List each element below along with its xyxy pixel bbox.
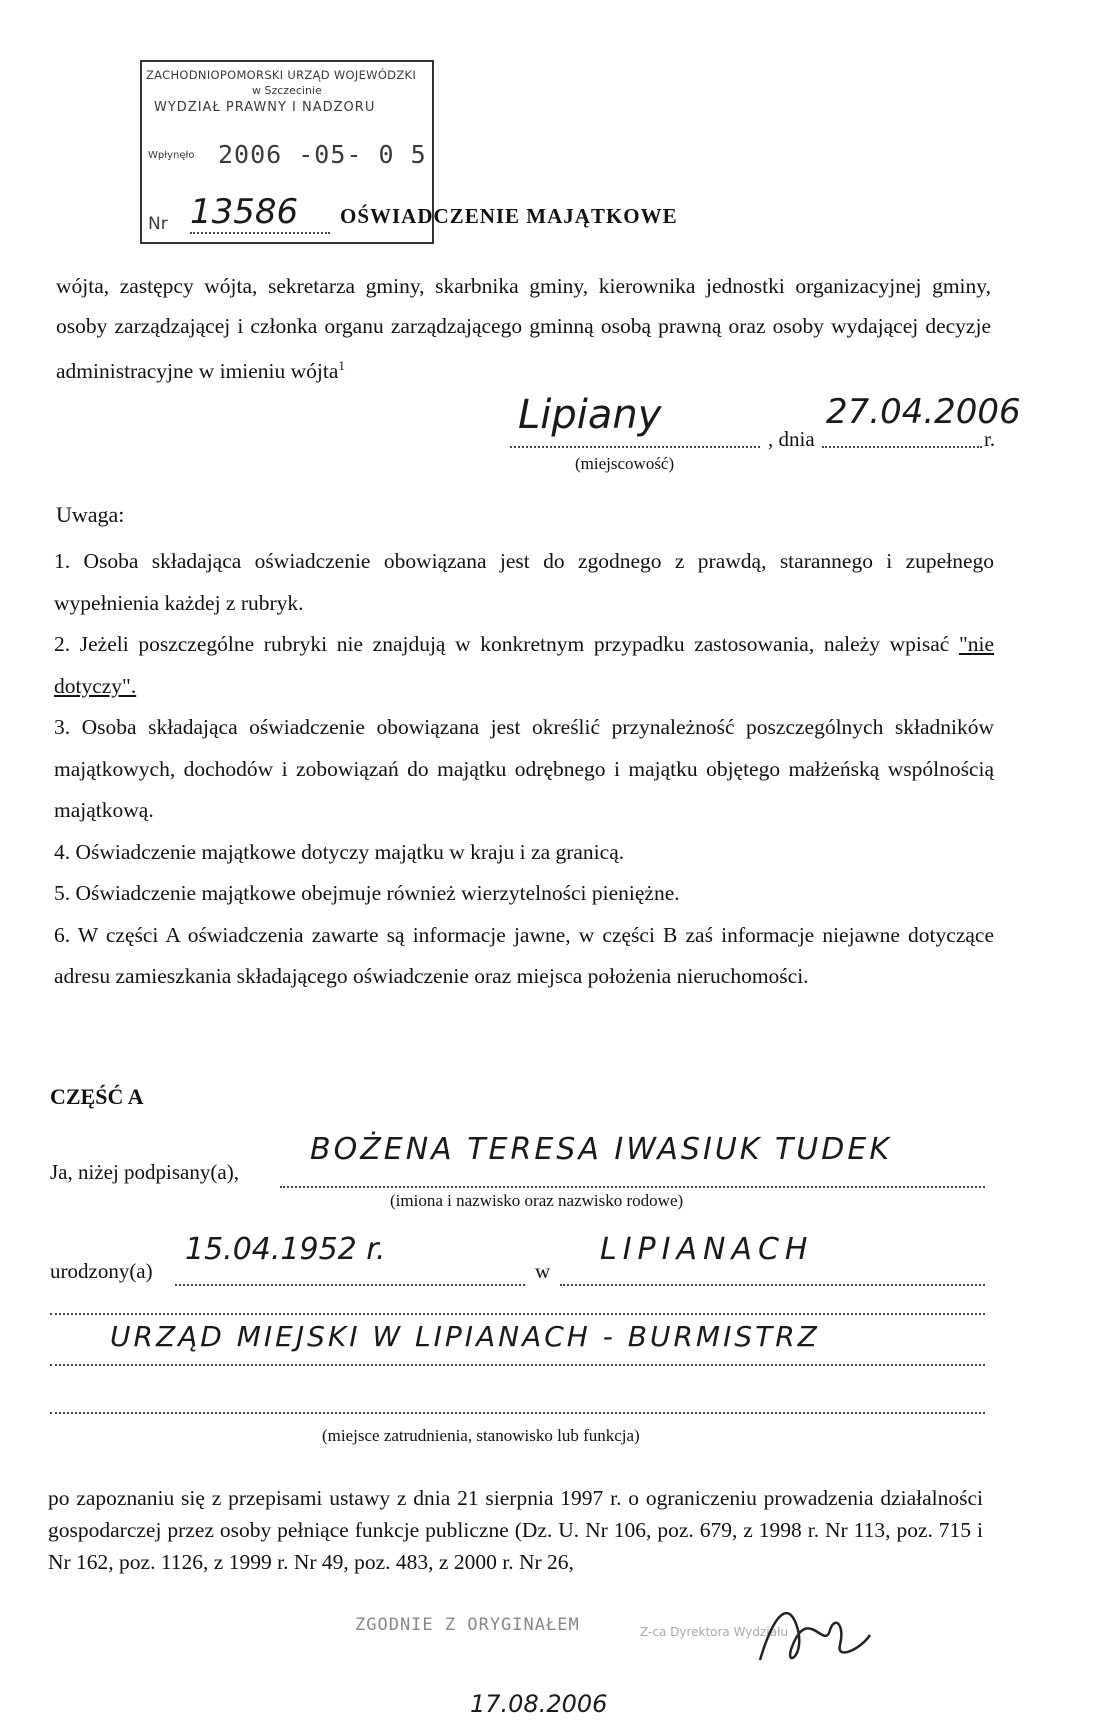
place-value: Lipiany	[518, 392, 662, 438]
official-signature	[750, 1590, 880, 1680]
list-item: 1. Osoba składająca oświadczenie obowiązana jest do zgodnego z prawdą, starannego i zupełnego wypełnienia każdej z rubryk.	[54, 549, 994, 615]
date-value: 27.04.2006	[826, 392, 1021, 432]
stamp-city: w Szczecinie	[252, 84, 322, 97]
birthplace-value: LIPIANACH	[600, 1232, 814, 1267]
name-label: Ja, niżej podpisany(a),	[50, 1160, 239, 1184]
date-label: , dnia	[768, 427, 815, 451]
intro-body: wójta, zastępcy wójta, sekretarza gminy, skarbnika gminy, kierownika jednostki organizacyjnej gminy, osoby zarządzającej i członka organu zarządzającego gminną osobą prawną oraz osoby wydającej decyzje administracyjne w imieniu wójta	[56, 274, 991, 384]
stamp-office: ZACHODNIOPOMORSKI URZĄD WOJEWÓDZKI	[146, 68, 417, 82]
list-item: 6. W części A oświadczenia zawarte są informacje jawne, w części B zaś informacje niejawne dotyczące adresu zamieszkania składającego oświadczenie oraz miejsca położenia nieruchomości.	[54, 922, 994, 988]
part-a-heading: CZĘŚĆ A	[50, 1084, 144, 1109]
born-value: 15.04.1952 r.	[185, 1232, 386, 1267]
employment-value: URZĄD MIEJSKI W LIPIANACH - BURMISTRZ	[110, 1320, 820, 1353]
list-item: 5. Oświadczenie majątkowe obejmuje również wierzytelności pieniężne.	[54, 881, 680, 905]
employment-field-line-3[interactable]	[50, 1394, 985, 1414]
name-caption: (imiona i nazwisko oraz nazwisko rodowe)	[390, 1191, 684, 1210]
born-label: urodzony(a)	[50, 1259, 153, 1283]
in-label: w	[535, 1259, 551, 1283]
nie-dotyczy-quote: "nie dotyczy".	[54, 632, 995, 698]
certification-date: 17.08.2006	[470, 1690, 608, 1718]
law-text: po zapoznaniu się z przepisami ustawy z dnia 21 sierpnia 1997 r. o ograniczeniu prowadzenia działalności gospodarczej przez osoby pełniące funkcje publiczne (Dz. U. Nr 106, poz. 679, z 1998 r. Nr 113, poz. 715 i Nr 162, poz. 1126, z 1999 r. Nr 49, poz. 483, z 2000 r. Nr 26,	[48, 1486, 983, 1574]
uwaga-heading: Uwaga:	[56, 502, 125, 527]
list-item-text: 2. Jeżeli poszczególne rubryki nie znajdują w konkretnym przypadku zastosowania, należy wpisać	[54, 632, 950, 656]
stamp-department: WYDZIAŁ PRAWNY I NADZORU	[154, 100, 376, 115]
official-stamp-text: Z-ca Dyrektora Wydziału	[640, 1625, 788, 1639]
certified-stamp: ZGODNIE Z ORYGINAŁEM	[355, 1615, 580, 1635]
employment-field-line-1[interactable]	[50, 1295, 985, 1315]
stamp-received-label: Wpłynęło	[148, 150, 195, 161]
date-suffix: r.	[984, 427, 996, 451]
name-value: BOŻENA TERESA IWASIUK TUDEK	[310, 1132, 892, 1167]
list-item	[54, 624, 994, 707]
stamp-nr-label: Nr	[148, 214, 168, 234]
list-item: 4. Oświadczenie majątkowe dotyczy majątku w kraju i za granicą.	[54, 839, 625, 864]
employment-caption: (miejsce zatrudnienia, stanowisko lub funkcja)	[322, 1426, 640, 1445]
uwaga-list	[54, 541, 994, 998]
place-caption: (miejscowość)	[575, 454, 675, 473]
stamp-nr-value: 13586	[190, 192, 330, 234]
intro-text	[56, 266, 991, 391]
footnote-mark: 1	[338, 358, 345, 373]
stamp-date: 2006 -05- 0 5	[218, 140, 427, 169]
list-item: 3. Osoba składająca oświadczenie obowiązana jest określić przynależność poszczególnych składników majątkowych, dochodów i zobowiązań do majątku odrębnego i majątku objętego małżeńską wspólnością majątkową.	[54, 715, 994, 822]
page-title: OŚWIADCZENIE MAJĄTKOWE	[340, 204, 678, 228]
